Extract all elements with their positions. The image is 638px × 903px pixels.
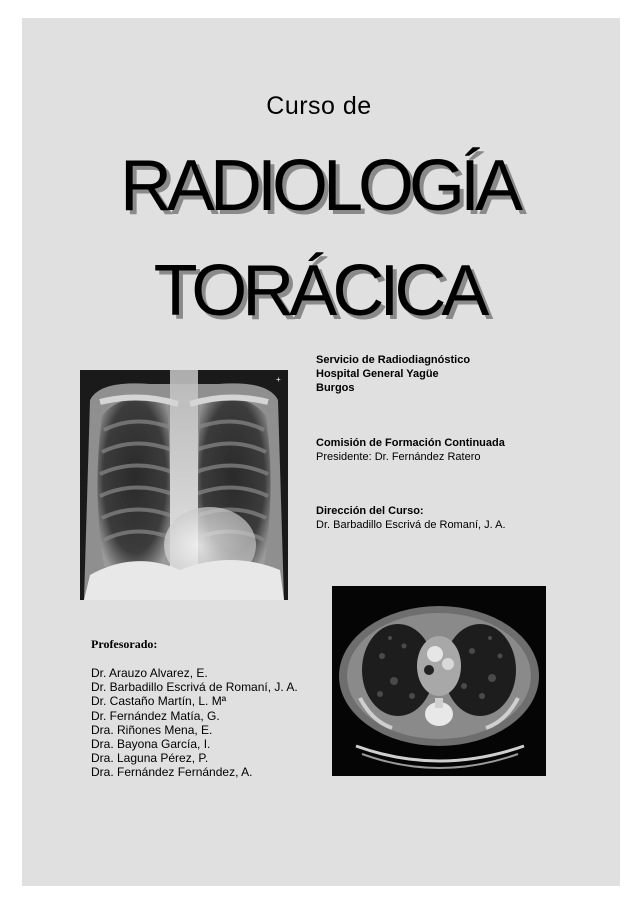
course-title-line-2: TORÁCICA bbox=[153, 251, 485, 331]
professors-heading: Profesorado: bbox=[91, 637, 158, 651]
direction-title: Dirección del Curso: bbox=[316, 505, 424, 517]
professor-item: Dr. Fernández Matía, G. bbox=[91, 708, 220, 723]
professor-item: Dra. Bayona García, I. bbox=[91, 737, 211, 752]
institution-city: Burgos bbox=[316, 382, 355, 394]
professor-item: Dr. Arauzo Alvarez, E. bbox=[91, 666, 208, 680]
professors-block bbox=[91, 637, 298, 780]
professor-item: Dra. Laguna Pérez, P. bbox=[91, 751, 209, 766]
professor-item: Dra. Riñones Mena, E. bbox=[91, 722, 213, 737]
institution-block bbox=[316, 353, 470, 395]
professor-item: Dra. Fernández Fernández, A. bbox=[91, 765, 253, 780]
commission-president: Presidente: Dr. Fernández Ratero bbox=[316, 451, 481, 463]
institution-service: Servicio de Radiodiagnóstico bbox=[316, 354, 471, 366]
direction-block bbox=[316, 504, 506, 532]
chest-ct-image bbox=[332, 586, 546, 776]
direction-director: Dr. Barbadillo Escrivá de Romaní, J. A. bbox=[316, 519, 506, 531]
institution-hospital: Hospital General Yagüe bbox=[316, 368, 439, 380]
commission-title: Comisión de Formación Continuada bbox=[316, 437, 505, 449]
course-subtitle: Curso de bbox=[266, 92, 372, 120]
commission-block bbox=[316, 436, 505, 464]
chest-xray-image bbox=[80, 370, 288, 600]
svg-text:+: + bbox=[276, 375, 281, 384]
course-title-line-1: RADIOLOGÍA bbox=[119, 146, 519, 226]
professor-item: Dr. Barbadillo Escrivá de Romaní, J. A. bbox=[91, 680, 298, 695]
professor-item: Dr. Castaño Martín, L. Mª bbox=[91, 694, 227, 709]
